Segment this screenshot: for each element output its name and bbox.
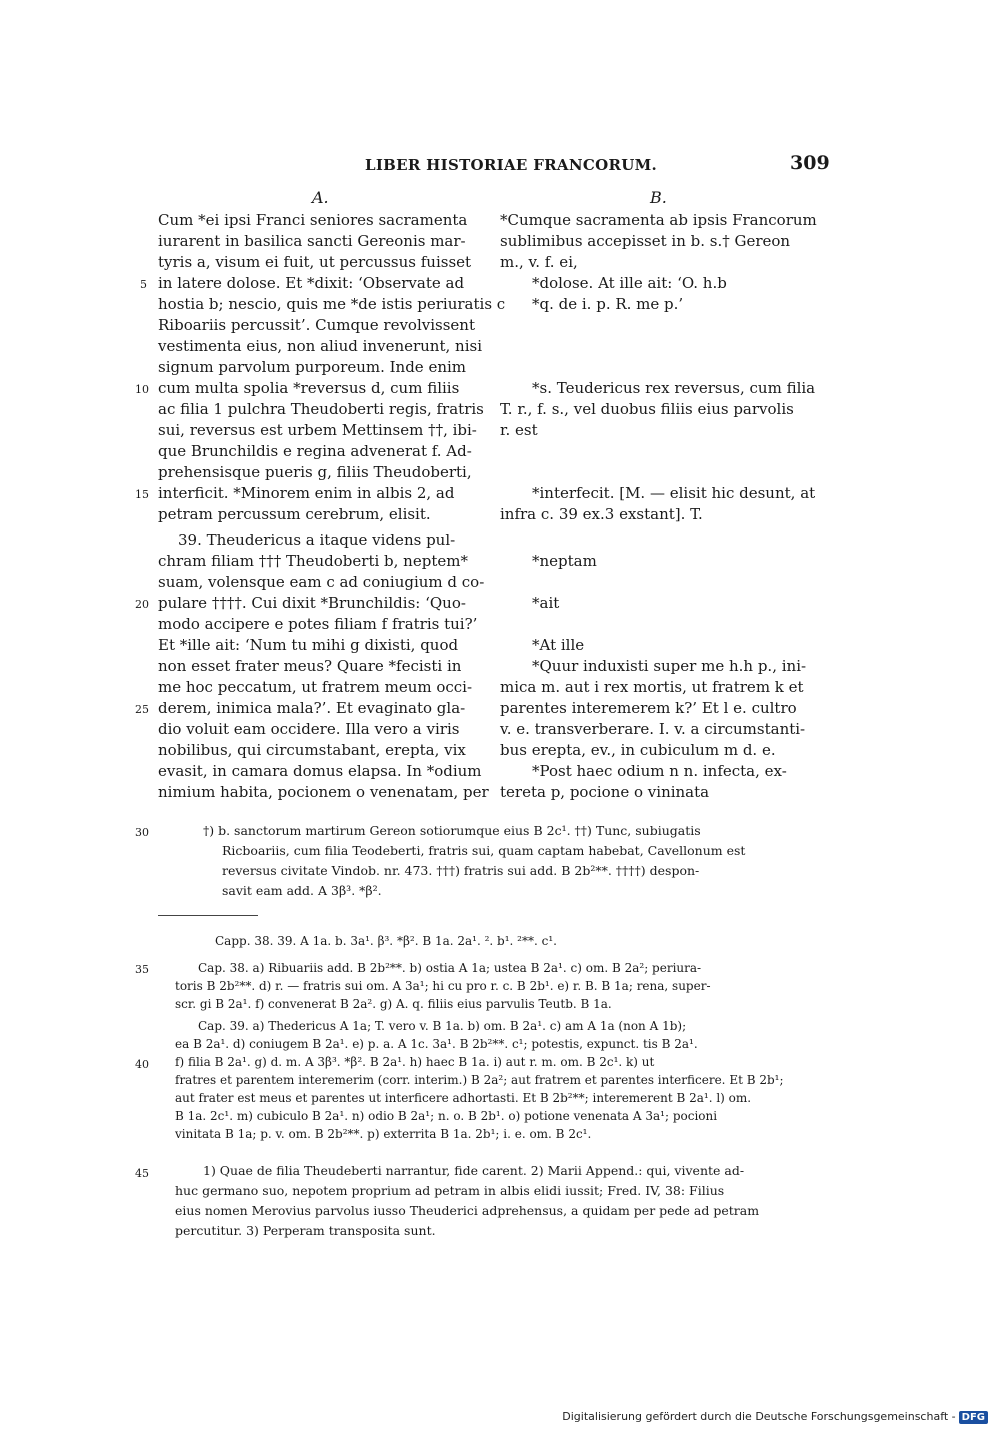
apparatus-line: Cap. 38. a) Ribuariis add. B 2b²**. b) ostia A 1a; ustea B 2a¹. c) om. B 2a²; periura- bbox=[198, 961, 702, 975]
apparatus-line: scr. gi B 2a¹. f) convenerat B 2a². g) A. q. filiis eius parvulis Teutb. B 1a. bbox=[175, 997, 612, 1011]
text-line: interficit. *Minorem enim in albis 2, ad bbox=[158, 484, 455, 502]
text-line: m., v. f. ei, bbox=[500, 253, 578, 271]
column-a-heading: A. bbox=[312, 188, 329, 207]
note-line: Ricboariis, cum filia Teodeberti, fratris sui, quam captam habebat, Cavellonum est bbox=[222, 843, 746, 858]
text-line: petram percussum cerebrum, elisit. bbox=[158, 505, 431, 523]
apparatus-line: Cap. 39. a) Thedericus A 1a; T. vero v. B 1a. b) om. B 2a¹. c) am A 1a (non A 1b); bbox=[198, 1019, 687, 1033]
running-title: LIBER HISTORIAE FRANCORUM. bbox=[365, 156, 658, 174]
note-line: eius nomen Merovius parvolus iusso Theuderici adprehensus, a quidam per pede ad petram bbox=[175, 1203, 760, 1218]
text-line: cum multa spolia *reversus d, cum filiis bbox=[158, 379, 460, 397]
text-line: *At ille bbox=[532, 636, 585, 654]
text-line: sublimibus accepisset in b. s.† Gereon bbox=[500, 232, 791, 250]
text-line: parentes interemerem k?’ Et l e. cultro bbox=[500, 699, 797, 717]
text-line: r. est bbox=[500, 421, 538, 439]
line-number: 10 bbox=[135, 383, 149, 396]
apparatus-line: toris B 2b²**. d) r. — fratris sui om. A 3a¹; hi cu pro r. c. B 2b¹. e) r. B. B 1a; rena, super- bbox=[175, 979, 711, 993]
text-line: *ait bbox=[532, 594, 560, 612]
credit-text: Digitalisierung gefördert durch die Deutsche Forschungsgemeinschaft - bbox=[562, 1410, 956, 1423]
text-line: signum parvolum purporeum. Inde enim bbox=[158, 358, 467, 376]
apparatus-line: Capp. 38. 39. A 1a. b. 3a¹. β³. *β². B 1a. 2a¹. ². b¹. ²**. c¹. bbox=[215, 934, 557, 948]
line-number: 35 bbox=[135, 963, 149, 976]
text-line: bus erepta, ev., in cubiculum m d. e. bbox=[500, 741, 776, 759]
text-line: chram filiam ††† Theudoberti b, neptem* bbox=[158, 552, 468, 570]
text-line: iurarent in basilica sancti Gereonis mar- bbox=[158, 232, 466, 250]
note-line: percutitur. 3) Perperam transposita sunt. bbox=[175, 1223, 436, 1238]
text-line: *neptam bbox=[532, 552, 597, 570]
text-line: in latere dolose. Et *dixit: ‘Observate ad bbox=[158, 274, 465, 292]
text-line: tyris a, visum ei fuit, ut percussus fuisset bbox=[158, 253, 472, 271]
text-line: *s. Teudericus rex reversus, cum filia bbox=[532, 379, 816, 397]
text-line: modo accipere e potes filiam f fratris tui?’ bbox=[158, 615, 478, 633]
apparatus-line: f) filia B 2a¹. g) d. m. A 3β³. *β². B 2a¹. h) haec B 1a. i) aut r. m. om. B 2c¹. k) ut bbox=[175, 1055, 655, 1069]
text-line: hostia b; nescio, quis me *de istis periuratis c bbox=[158, 295, 506, 313]
text-line: vestimenta eius, non aliud invenerunt, nisi bbox=[158, 337, 482, 355]
text-line: pulare ††††. Cui dixit *Brunchildis: ‘Quo- bbox=[158, 594, 466, 612]
apparatus-line: fratres et parentem interemerim (corr. interim.) B 2a²; aut fratrem et parentes interficere. Et B 2b¹; bbox=[175, 1073, 784, 1087]
text-line: me hoc peccatum, ut fratrem meum occi- bbox=[158, 678, 473, 696]
line-number: 40 bbox=[135, 1058, 149, 1071]
text-line: Riboariis percussit’. Cumque revolvissent bbox=[158, 316, 475, 334]
column-b-heading: B. bbox=[650, 188, 667, 207]
text-line: derem, inimica mala?’. Et evaginato gla- bbox=[158, 699, 466, 717]
line-number: 20 bbox=[135, 598, 149, 611]
text-line: v. e. transverberare. I. v. a circumstanti- bbox=[500, 720, 806, 738]
note-line: reversus civitate Vindob. nr. 473. †††) fratris sui add. B 2b²**. ††††) despon- bbox=[222, 863, 700, 878]
text-line: dio voluit eam occidere. Illa vero a viris bbox=[158, 720, 460, 738]
apparatus-line: aut frater est meus et parentes ut interficere adhortasti. Et B 2b²**; interemerent B 2a¹. l) om. bbox=[175, 1091, 752, 1105]
text-line: non esset frater meus? Quare *fecisti in bbox=[158, 657, 462, 675]
text-line: mica m. aut i rex mortis, ut fratrem k et bbox=[500, 678, 804, 696]
line-number: 5 bbox=[140, 278, 147, 291]
apparatus-line: B 1a. 2c¹. m) cubiculo B 2a¹. n) odio B 2a¹; n. o. B 2b¹. o) potione venenata A 3a¹; pocioni bbox=[175, 1109, 718, 1123]
text-line: ac filia 1 pulchra Theudoberti regis, fratris bbox=[158, 400, 484, 418]
line-number: 25 bbox=[135, 703, 149, 716]
line-number: 45 bbox=[135, 1167, 149, 1180]
note-line: huc germano suo, nepotem proprium ad petram in albis elidi iussit; Fred. IV, 38: Filius bbox=[175, 1183, 725, 1198]
text-line: infra c. 39 ex.3 exstant]. T. bbox=[500, 505, 703, 523]
text-line: *Quur induxisti super me h.h p., ini- bbox=[532, 657, 807, 675]
text-line: suam, volensque eam c ad coniugium d co- bbox=[158, 573, 485, 591]
note-line: 1) Quae de filia Theudeberti narrantur, fide carent. 2) Marii Append.: qui, vivente ad- bbox=[203, 1163, 745, 1178]
text-line: nimium habita, pocionem o venenatam, per bbox=[158, 783, 489, 801]
digitization-credit bbox=[562, 1410, 988, 1424]
note-line: †) b. sanctorum martirum Gereon sotiorumque eius B 2c¹. ††) Tunc, subiugatis bbox=[203, 823, 701, 838]
text-line: tereta p, pocione o vininata bbox=[500, 783, 710, 801]
text-line: *Post haec odium n n. infecta, ex- bbox=[532, 762, 787, 780]
text-line: T. r., f. s., vel duobus filiis eius parvolis bbox=[500, 400, 794, 418]
line-number: 15 bbox=[135, 488, 149, 501]
text-line: *Cumque sacramenta ab ipsis Francorum bbox=[500, 211, 817, 229]
text-line: nobilibus, qui circumstabant, erepta, vix bbox=[158, 741, 466, 759]
text-line: evasit, in camara domus elapsa. In *odium bbox=[158, 762, 482, 780]
text-line: Cum *ei ipsi Franci seniores sacramenta bbox=[158, 211, 468, 229]
apparatus-line: ea B 2a¹. d) coniugem B 2a¹. e) p. a. A 1c. 3a¹. B 2b²**. c¹; potestis, expunct. tis B 2a¹. bbox=[175, 1037, 698, 1051]
page-number: 309 bbox=[790, 152, 830, 174]
line-number: 30 bbox=[135, 826, 149, 839]
footnote-divider bbox=[158, 915, 258, 916]
text-line: *interfecit. [M. — elisit hic desunt, at bbox=[532, 484, 816, 502]
text-line: sui, reversus est urbem Mettinsem ††, ibi- bbox=[158, 421, 477, 439]
note-line: savit eam add. A 3β³. *β². bbox=[222, 883, 382, 898]
text-line: *q. de i. p. R. me p.’ bbox=[532, 295, 684, 313]
text-line: prehensisque pueris g, filiis Theudoberti, bbox=[158, 463, 472, 481]
text-line: Et *ille ait: ‘Num tu mihi g dixisti, quod bbox=[158, 636, 459, 654]
text-line: *dolose. At ille ait: ‘O. h.b bbox=[532, 274, 727, 292]
apparatus-line: vinitata B 1a; p. v. om. B 2b²**. p) exterrita B 1a. 2b¹; i. e. om. B 2c¹. bbox=[175, 1127, 592, 1141]
text-line: 39. Theudericus a itaque videns pul- bbox=[178, 531, 456, 549]
dfg-logo: DFG bbox=[959, 1411, 988, 1424]
text-line: que Brunchildis e regina advenerat f. Ad- bbox=[158, 442, 472, 460]
